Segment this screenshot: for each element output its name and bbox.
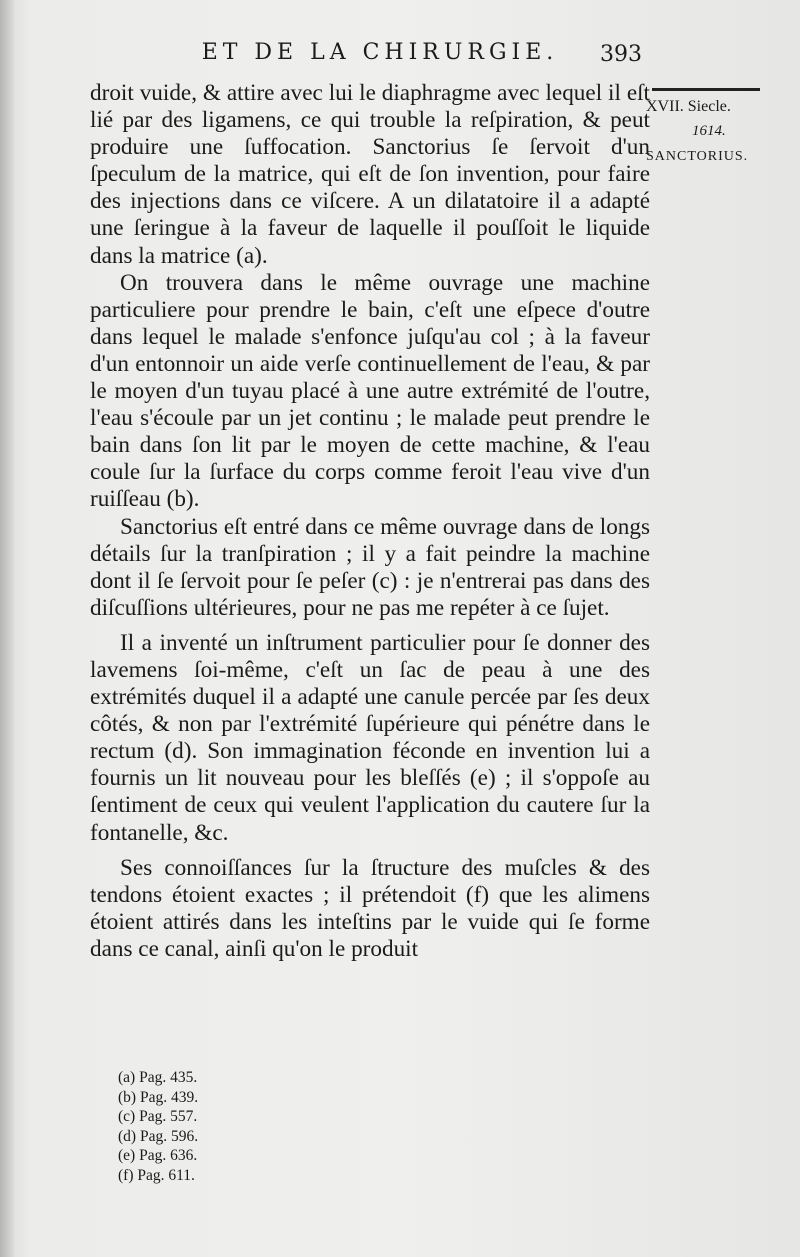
paragraph-5: Ses connoiſſances ſur la ſtructure des muſcles & des tendons étoient exactes ; il prétendoit (f) que les alimens étoient attirés dans les inteſtins par le vuide qui ſe forme dans ce canal, ainſi qu'on le produit (90, 854, 650, 962)
page-gutter (0, 0, 14, 1257)
paragraph-2: On trouvera dans le même ouvrage une machine particuliere pour prendre le bain, c'eſt une eſpece d'outre dans lequel le malade s'enfonce juſqu'au col ; à la faveur d'un entonnoir un aide verſe continuellement de l'eau, & par le moyen d'un tuyau placé à une autre extrémité de l'outre, l'eau s'écoule par un jet continu ; le malade peut prendre le bain dans ſon lit par le moyen de cette machine, & l'eau coule ſur la ſurface du corps comme feroit l'eau vive d'un ruiſſeau (b). (90, 269, 650, 513)
footnote: (b) Pag. 439. (118, 1088, 199, 1106)
footnotes (118, 1068, 198, 1186)
running-head: ET DE LA CHIRURGIE. (201, 40, 559, 65)
footnote: (e) Pag. 636. (118, 1147, 198, 1165)
margin-name: SANCTORIUS. (646, 149, 749, 164)
paragraph-1: droit vuide, & attire avec lui le diaphragme avec lequel il eſt lié par des ligamens, ce qui trouble la reſpiration, & peut produire une ſuffocation. Sanctorius ſe ſervoit d'un ſpeculum de la matrice, qui eſt de ſon invention, pour faire des injections dans ce viſcere. A un dilatatoire il a adapté une ſeringue à la faveur de laquelle il pouſſoit le liquide dans la matrice (a). (90, 80, 650, 269)
margin-rule (652, 88, 760, 91)
margin-century: XVII. Siecle. (646, 98, 731, 115)
paragraph-4: Il a inventé un inſtrument particulier pour ſe donner des lavemens ſoi-même, c'eſt un ſac de peau à une des extrémités duquel il a adapté une canule percée par ſes deux côtés, & non par l'extrémité ſupérieure qui pénétre dans le rectum (d). Son immagination féconde en invention lui a fournis un lit nouveau pour les bleſſés (e) ; il s'oppoſe au ſentiment de ceux qui veulent l'application du cautere ſur la fontanelle, &c. (90, 629, 650, 846)
margin-notes (646, 94, 796, 169)
margin-year: 1614. (692, 123, 726, 139)
footnote: (a) Pag. 435. (118, 1069, 198, 1086)
paragraph-3: Sanctorius eſt entré dans ce même ouvrage dans de longs détails ſur la tranſpiration ; il y a fait peindre la machine dont il ſe ſervoit pour ſe peſer (c) : je n'entrerai pas dans des diſcuſſions ultérieures, pour ne pas me repéter à ce ſujet. (90, 513, 650, 621)
body-text (90, 80, 650, 963)
footnote: (f) Pag. 611. (118, 1166, 195, 1184)
page-number: 393 (600, 42, 642, 67)
footnote: (c) Pag. 557. (118, 1108, 198, 1126)
footnote: (d) Pag. 596. (118, 1127, 199, 1145)
